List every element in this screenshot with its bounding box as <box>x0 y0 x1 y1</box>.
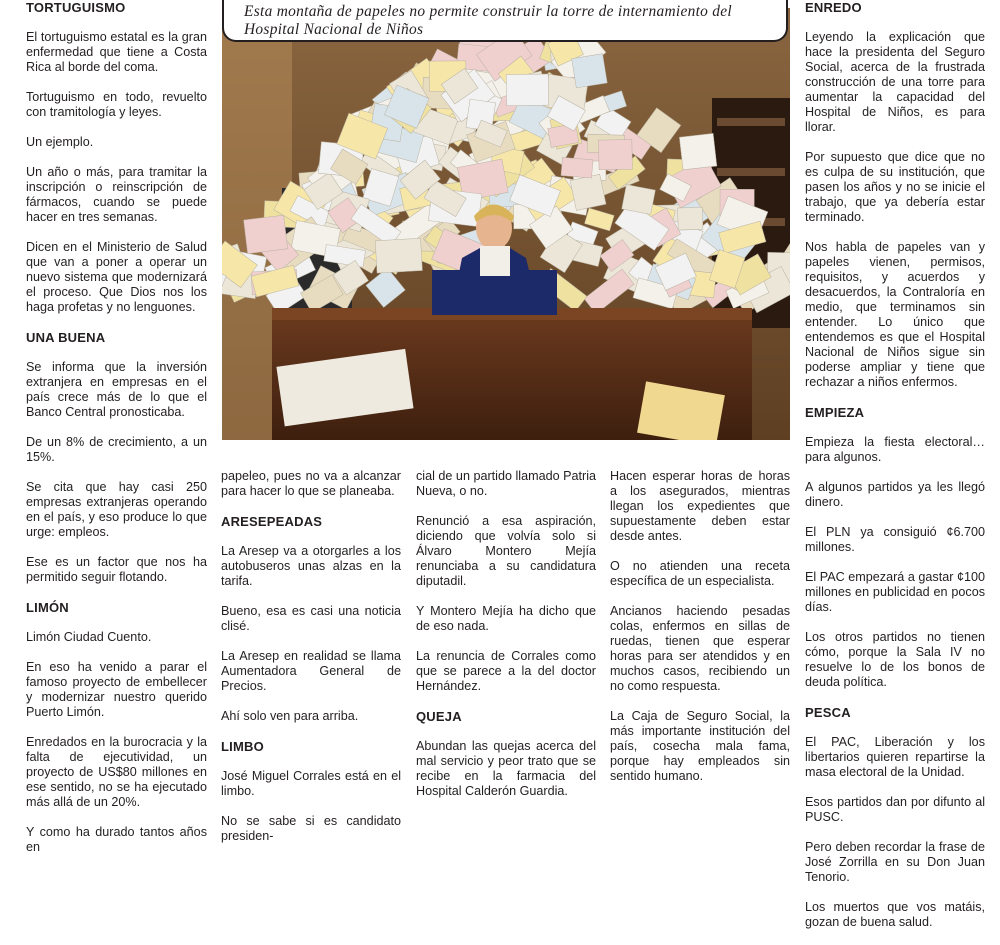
article-paragraph: Leyendo la explicación que hace la presidenta del Seguro Social, acerca de la frustrada construcción de una torre para aumentar la capacidad del Hospital de Niños, es para llorar. <box>805 30 985 134</box>
column-5 <box>805 0 985 945</box>
article-paragraph: El PLN ya consiguió ¢6.700 millones. <box>805 525 985 554</box>
article-paragraph: Por supuesto que dice que no es culpa de su institución, que pasen los años y no se inicie el trabajo, que ya debería estar terminado. <box>805 150 985 224</box>
article-paragraph: Y Montero Mejía ha dicho que de eso nada. <box>416 604 596 633</box>
article-paragraph: En eso ha venido a parar el famoso proyecto de embellecer y modernizar nuestro querido Puerto Limón. <box>26 660 207 719</box>
article-paragraph: Pero deben recordar la frase de José Zorrilla en su Don Juan Tenorio. <box>805 840 985 884</box>
paper-sheet <box>561 157 593 178</box>
article-paragraph: Empieza la fiesta electoral… para algunos. <box>805 435 985 464</box>
section-heading: PESCA <box>805 705 851 720</box>
photo-paper-mountain <box>222 8 790 440</box>
article-paragraph: Un ejemplo. <box>26 135 94 149</box>
photo-illustration <box>222 8 790 440</box>
column-1 <box>26 0 207 870</box>
article-paragraph: No se sabe si es candidato presiden- <box>221 814 401 843</box>
article-paragraph: papeleo, pues no va a alcanzar para hacer lo que se planeaba. <box>221 469 401 498</box>
section-heading: ARESEPEADAS <box>221 514 323 529</box>
article-paragraph: Bueno, esa es casi una noticia clisé. <box>221 604 401 633</box>
article-paragraph: Nos habla de papeles van y papeles vienen, permisos, requisitos, y acuerdos y desacuerdos, la Contraloría en medio, que terminamos sin entender. Lo único que entendemos es que el Hospital Nacional de Niños sigue sin poderse ampliar y tiene que rechazar a niños enfermos. <box>805 240 985 389</box>
paper-sheet <box>244 215 288 253</box>
section-heading: LIMBO <box>221 739 264 754</box>
article-paragraph: Los otros partidos no tienen cómo, porque la Sala IV no resuelve lo de los bonos de deuda política. <box>805 630 985 689</box>
column-4 <box>610 469 790 799</box>
article-paragraph: Abundan las quejas acerca del mal servicio y peor trato que se recibe en la farmacia del Hospital Calderón Guardia. <box>416 739 596 798</box>
article-paragraph: Un año o más, para tramitar la inscripción o reinscripción de fármacos, cuando se puede hacer en tres semanas. <box>26 165 207 224</box>
section-heading: EMPIEZA <box>805 405 865 420</box>
paper-sheet <box>599 140 633 170</box>
article-paragraph: La Aresep va a otorgarles a los autobuseros unas alzas en la tarifa. <box>221 544 401 588</box>
article-paragraph: Esos partidos dan por difunto al PUSC. <box>805 795 985 824</box>
article-paragraph: Ancianos haciendo pesadas colas, enfermos en sillas de ruedas, tienen que esperar horas para ser atendidos y en muchos casos, recibiendo un no como respuesta. <box>610 604 790 693</box>
section-heading: QUEJA <box>416 709 462 724</box>
article-paragraph: cial de un partido llamado Patria Nueva, o no. <box>416 469 596 498</box>
column-2 <box>221 469 401 859</box>
article-paragraph: La renuncia de Corrales como que se parece a la del doctor Hernández. <box>416 649 596 693</box>
article-paragraph: Dicen en el Ministerio de Salud que van a poner a operar un nuevo sistema que modernizará el proceso. Que Dios nos los haga profetas y no lenguones. <box>26 240 207 314</box>
article-paragraph: La Aresep en realidad se llama Aumentadora General de Precios. <box>221 649 401 693</box>
paper-sheet <box>506 74 548 106</box>
paper-sheet <box>570 174 606 210</box>
article-paragraph: Limón Ciudad Cuento. <box>26 630 152 644</box>
article-paragraph: Enredados en la burocracia y la falta de ejecutividad, un proyecto de US$80 millones en ese sentido, no se ha ejecutado más allá de un 20%. <box>26 735 207 809</box>
article-paragraph: José Miguel Corrales está en el limbo. <box>221 769 401 798</box>
article-paragraph: O no atienden una receta específica de un especialista. <box>610 559 790 588</box>
photo-caption: Esta montaña de papeles no permite construir la torre de internamiento del Hospital Nacional de Niños <box>244 3 732 38</box>
article-paragraph: El PAC, Liberación y los libertarios quieren repartirse la masa electoral de la Unidad. <box>805 735 985 779</box>
paper-sheet <box>622 185 656 215</box>
article-paragraph: Y como ha durado tantos años en <box>26 825 207 854</box>
article-paragraph: Ahí solo ven para arriba. <box>221 709 359 723</box>
section-heading: TORTUGUISMO <box>26 0 126 15</box>
column-3 <box>416 469 596 814</box>
article-paragraph: Ese es un factor que nos ha permitido seguir flotando. <box>26 555 207 584</box>
article-paragraph: Renunció a esa aspiración, diciendo que volvía solo si Álvaro Montero Mejía renunciaba a su candidatura diputadil. <box>416 514 596 588</box>
section-heading: UNA BUENA <box>26 330 106 345</box>
article-paragraph: Hacen esperar horas de horas a los asegurados, mientras llegan los expedientes que supuestamente deben estar desde antes. <box>610 469 790 543</box>
article-paragraph: Se informa que la inversión extranjera en empresas en el país crece más de lo que el Banco Central pronosticaba. <box>26 360 207 419</box>
article-paragraph: El tortuguismo estatal es la gran enfermedad que tiene a Costa Rica al borde del coma. <box>26 30 207 74</box>
article-paragraph: Los muertos que vos matáis, gozan de buena salud. <box>805 900 985 929</box>
article-paragraph: Se cita que hay casi 250 empresas extranjeras operando en el país, y eso produce lo que urge: empleos. <box>26 480 207 539</box>
article-paragraph: La Caja de Seguro Social, la más importante institución del país, cosecha mala fama, porque hay empleados sin sentido humano. <box>610 709 790 783</box>
paper-sheet <box>572 54 608 88</box>
paper-sheet <box>679 133 716 169</box>
paper-sheet <box>678 207 703 230</box>
article-paragraph: Tortuguismo en todo, revuelto con tramitología y leyes. <box>26 90 207 119</box>
section-heading: LIMÓN <box>26 600 69 615</box>
photo-caption-box <box>222 0 788 42</box>
article-paragraph: A algunos partidos ya les llegó dinero. <box>805 480 985 509</box>
section-heading: ENREDO <box>805 0 862 15</box>
paper-sheet <box>375 238 422 273</box>
article-paragraph: El PAC empezará a gastar ¢100 millones en publicidad en pocos días. <box>805 570 985 614</box>
article-paragraph: De un 8% de crecimiento, a un 15%. <box>26 435 207 464</box>
